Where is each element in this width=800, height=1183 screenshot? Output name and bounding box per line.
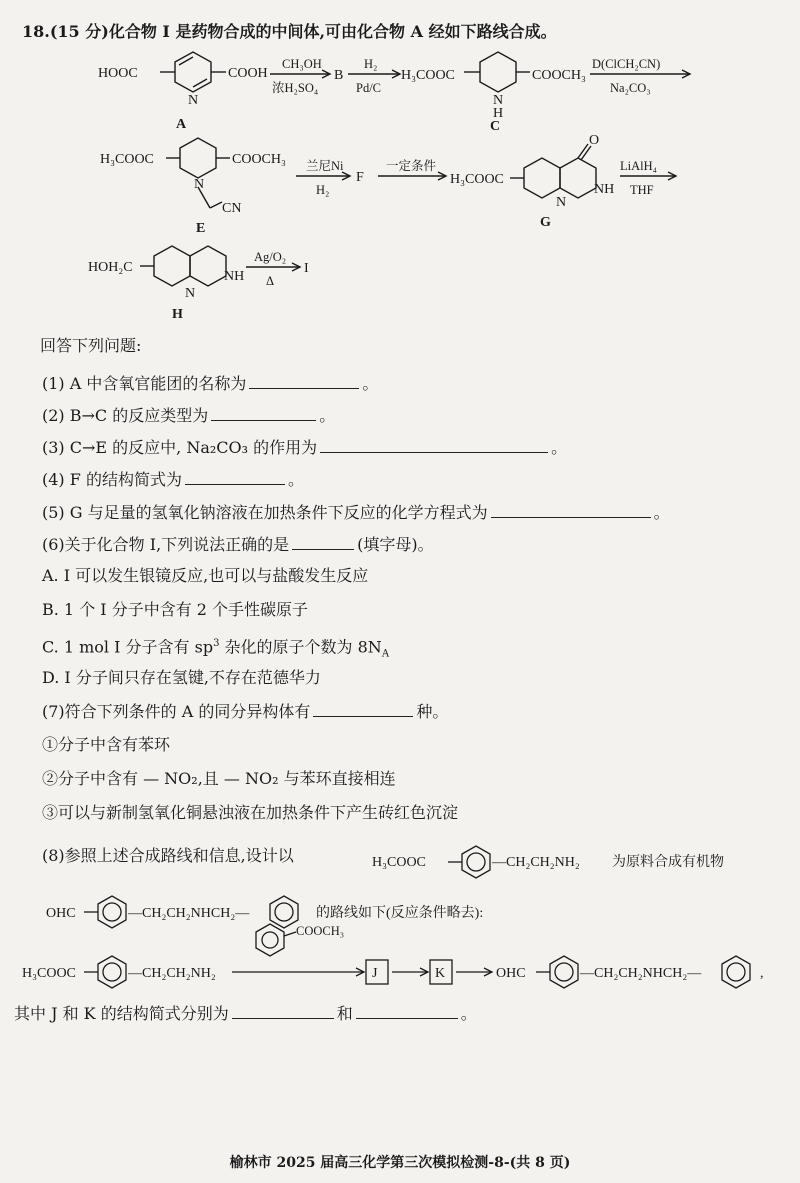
- compound-F: F: [356, 170, 364, 185]
- answer-blank-4[interactable]: [185, 468, 285, 485]
- condition-1: ①分子中含有苯环: [42, 735, 171, 754]
- period: 。: [551, 438, 568, 457]
- q8-target-left: OHC: [46, 906, 76, 921]
- condition-3: ③可以与新制氢氧化铜悬浊液在加热条件下产生砖红色沉淀: [42, 803, 459, 822]
- G-ring-NH: NH: [594, 182, 615, 197]
- box-J-label: J: [372, 966, 378, 981]
- compound-B: B: [334, 68, 344, 83]
- label-C: C: [490, 119, 501, 134]
- question-8-text-a: (8)参照上述合成路线和信息,设计以: [42, 846, 294, 865]
- question-8-structures: [0, 832, 800, 1012]
- benzene-ring-reagent: [256, 924, 284, 956]
- arrow6-reagent: LiAlH₄: [620, 159, 657, 173]
- question-5: [42, 501, 670, 523]
- benzene-ring-2: [98, 896, 126, 928]
- page-footer: 榆林市 2025 届高三化学第三次模拟检测-8-(共 8 页): [229, 1155, 571, 1171]
- option-A: A. I 可以发生银镜反应,也可以与盐酸发生反应: [42, 566, 369, 585]
- E-right-group: COOCH₃: [232, 152, 286, 167]
- q8-start-mol-right: —CH₂CH₂NH₂: [492, 855, 580, 870]
- option-C-superscript: 3: [213, 638, 220, 649]
- question-6: [42, 533, 434, 555]
- question-3-text: (3) C→E 的反应中, Na₂CO₃ 的作用为: [42, 438, 318, 457]
- benzene-ring-3: [270, 896, 298, 928]
- period: 。: [319, 406, 336, 425]
- arrow7-reagent: Ag/O₂: [254, 250, 287, 264]
- piperidine-ring-C: [480, 52, 516, 92]
- arrow7-heat: Δ: [266, 274, 275, 288]
- C-left-group: H₃COOC: [401, 68, 455, 83]
- arrow2-reagent: H₂: [364, 57, 378, 71]
- and-text: 和: [336, 1004, 353, 1023]
- question-3: [42, 436, 567, 458]
- H-ring-N: N: [185, 286, 196, 301]
- label-A: A: [176, 117, 187, 132]
- E-cyano-group: CN: [222, 201, 242, 216]
- condition-2: ②分子中含有 — NO₂,且 — NO₂ 与苯环直接相连: [42, 769, 396, 788]
- answer-blank-6[interactable]: [292, 533, 354, 550]
- A-ring-N: N: [188, 93, 199, 108]
- pyridine-ring-A: [175, 52, 211, 92]
- benzene-ring-1: [462, 846, 490, 878]
- arrow3-reagent: D(ClCH₂CN): [592, 57, 661, 71]
- C-ring-N: N: [493, 93, 504, 108]
- answer-blank-2[interactable]: [211, 404, 316, 421]
- question-1-text: (1) A 中含氧官能团的名称为: [42, 374, 247, 393]
- period: 。: [287, 470, 304, 489]
- H-left-group: HOH₂C: [88, 260, 133, 275]
- H-ring-NH: NH: [224, 269, 245, 284]
- option-C-subscript: A: [381, 648, 390, 660]
- q8-route-intro: 的路线如下(反应条件略去):: [316, 906, 484, 921]
- question-2-text: (2) B→C 的反应类型为: [42, 406, 209, 425]
- arrow3-base: Na₂CO₃: [610, 81, 651, 95]
- bicycle-ring-H-right: [190, 246, 226, 286]
- option-C-text-b: 杂化的原子个数为 8N: [219, 637, 382, 657]
- arrow4-reagent: H₂: [316, 183, 330, 197]
- box-K-label: K: [435, 966, 446, 981]
- question-7: [42, 700, 448, 722]
- answer-blank-5[interactable]: [491, 501, 651, 518]
- E-left-group: H₃COOC: [100, 152, 154, 167]
- period: 。: [460, 1004, 477, 1023]
- route-end-left: OHC: [496, 966, 526, 981]
- A-left-group: HOOC: [98, 66, 138, 81]
- question-5-text: (5) G 与足量的氢氧化钠溶液在加热条件下反应的化学方程式为: [42, 503, 488, 522]
- question-6-text: (6)关于化合物 I,下列说法正确的是: [42, 535, 290, 554]
- question-header: 18.(15 分)化合物 I 是药物合成的中间体,可由化合物 A 经如下路线合成。: [22, 22, 557, 41]
- answer-blank-J[interactable]: [232, 1002, 334, 1019]
- question-7-text: (7)符合下列条件的 A 的同分异构体有: [42, 702, 311, 721]
- compound-I: I: [304, 261, 309, 276]
- route-start-right: —CH₂CH₂NH₂: [128, 966, 216, 981]
- bicycle-ring-G-left: [524, 158, 560, 198]
- answer-blank-7[interactable]: [313, 700, 413, 717]
- period: 。: [362, 374, 379, 393]
- route-comma: ,: [760, 966, 764, 981]
- benzene-ring-4: [98, 956, 126, 988]
- option-B: B. 1 个 I 分子中含有 2 个手性碳原子: [42, 600, 309, 619]
- question-4: [42, 468, 304, 490]
- intro-text: 回答下列问题:: [40, 336, 142, 355]
- bicycle-ring-G-right: [560, 158, 596, 198]
- C-ring-H: H: [493, 106, 504, 121]
- question-6-tail: (填字母)。: [357, 535, 434, 554]
- question-2: [42, 404, 335, 426]
- route-end-middle: —CH₂CH₂NHCH₂—: [580, 966, 702, 981]
- benzene-ring-6: [722, 956, 750, 988]
- route-reagent-ester: COOCH₃: [296, 924, 345, 938]
- E-ring-N: N: [194, 177, 205, 192]
- question-1: [42, 372, 378, 394]
- bicycle-ring-H-left: [154, 246, 190, 286]
- arrow5-condition: 一定条件: [386, 159, 437, 173]
- answer-blank-K[interactable]: [356, 1002, 458, 1019]
- q8-target-middle: —CH₂CH₂NHCH₂—: [128, 906, 250, 921]
- label-H: H: [172, 307, 183, 322]
- question-4-text: (4) F 的结构简式为: [42, 470, 182, 489]
- route-start-left: H₃COOC: [22, 966, 76, 981]
- answer-blank-1[interactable]: [249, 372, 359, 389]
- arrow4-catalyst: 兰尼Ni: [306, 159, 344, 173]
- arrow6-solvent: THF: [630, 183, 654, 197]
- question-8-end-text: 其中 J 和 K 的结构简式分别为: [14, 1004, 229, 1023]
- G-ring-N: N: [556, 195, 567, 210]
- A-right-group: COOH: [228, 66, 268, 81]
- q8-start-mol-left: H₃COOC: [372, 855, 426, 870]
- piperidine-ring-E: [180, 138, 216, 178]
- C-right-group: COOCH₃: [532, 68, 586, 83]
- answer-blank-3[interactable]: [320, 436, 548, 453]
- G-carbonyl-O: O: [589, 133, 600, 148]
- period: 。: [653, 503, 670, 522]
- option-D: D. I 分子间只存在氢键,不存在范德华力: [42, 668, 321, 687]
- arrow1-catalyst: 浓H₂SO₄: [272, 81, 319, 95]
- label-E: E: [196, 221, 206, 236]
- label-G: G: [540, 215, 551, 230]
- option-C-text-a: C. 1 mol I 分子含有 sp: [42, 637, 214, 657]
- question-8-answer-line: [14, 1002, 477, 1024]
- arrow2-catalyst: Pd/C: [356, 81, 382, 95]
- G-left-group: H₃COOC: [450, 172, 504, 187]
- arrow1-reagent: CH₃OH: [282, 57, 322, 71]
- option-C: [42, 634, 389, 665]
- synthesis-scheme: [0, 40, 800, 365]
- q8-text-b: 为原料合成有机物: [612, 855, 724, 870]
- question-7-tail: 种。: [416, 702, 449, 721]
- benzene-ring-5: [550, 956, 578, 988]
